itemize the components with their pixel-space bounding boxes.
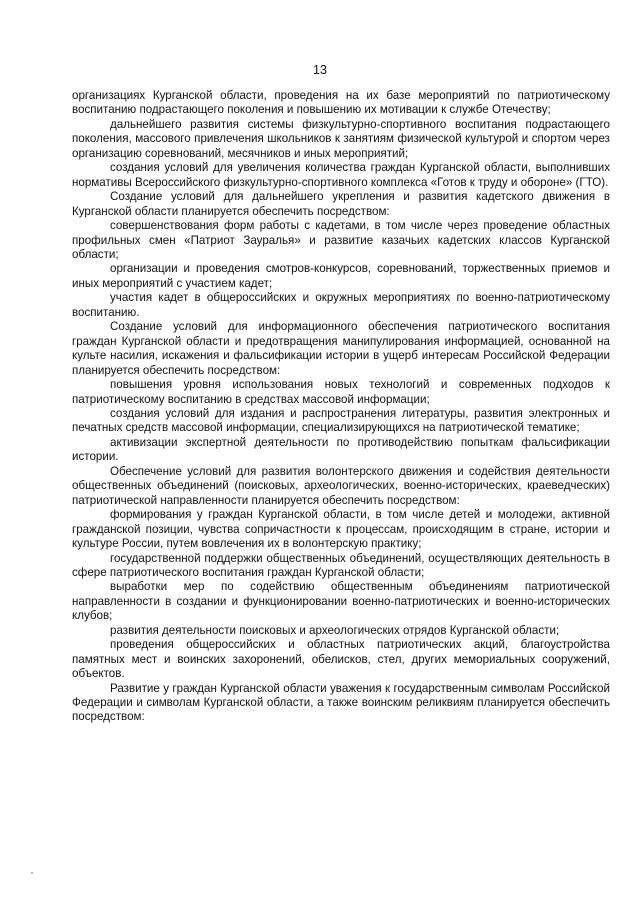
paragraph: Обеспечение условий для развития волонтерского движения и содействия деятельности общественных объединений (поисковых, археологических, военно-исторических, краеведческих) патриотической направленности планируется обеспечить посредством: [72, 464, 610, 507]
paragraph: совершенствования форм работы с кадетами, в том числе через проведение областных профильных смен «Патриот Зауралья» и развитие казачьих кадетских классов Курганской области; [72, 219, 610, 261]
paragraph: Создание условий для дальнейшего укрепления и развития кадетского движения в Курганской области планируется обеспечить посредством: [72, 190, 610, 218]
document-body [72, 89, 610, 725]
paragraph: выработки мер по содействию общественным объединениям патриотической направленности в создании и функционировании военно-патриотических и военно-исторических клубов; [72, 580, 610, 623]
paragraph: формирования у граждан Курганской области, в том числе детей и молодежи, активной гражданской позиции, чувства сопричастности к процессам, происходящим в стране, истории и культуре России, путем вовлечения их в волонтерскую практику; [72, 508, 610, 551]
paragraph: организациях Курганской области, проведения на их базе мероприятий по патриотическому воспитанию подрастающего поколения и повышению их мотивации к службе Отечеству; [72, 89, 610, 117]
paragraph: повышения уровня использования новых технологий и современных подходов к патриотическому воспитанию в средствах массовой информации; [72, 378, 610, 406]
paragraph: Создание условий для информационного обеспечения патриотического воспитания граждан Курганской области и предотвращения манипулирования информацией, основанной на культе насилия, искажения и фальсификации истории в ущерб интересам Российской Федерации планируется обеспечить посредством: [72, 320, 610, 377]
page-number: 13 [313, 63, 327, 77]
paragraph: активизации экспертной деятельности по противодействию попыткам фальсификации истории. [72, 435, 610, 464]
paragraph: государственной поддержки общественных объединений, осуществляющих деятельность в сфере патриотического воспитания граждан Курганской области; [72, 551, 610, 579]
paragraph: развития деятельности поисковых и археологических отрядов Курганской области; [110, 623, 560, 637]
paragraph: Развитие у граждан Курганской области уважения к государственным символам Российской Федерации и символам Курганской области, а также воинским реликвиям планируется обеспечить посредством: [72, 681, 610, 724]
paragraph: создания условий для увеличения количества граждан Курганской области, выполнивших нормативы Всероссийского физкультурно-спортивного комплекса «Готов к труду и обороне» (ГТО). [72, 161, 610, 189]
paragraph: создания условий для издания и распространения литературы, развития электронных и печатных средств массовой информации, специализирующихся на патриотической тематике; [72, 406, 610, 435]
paragraph: дальнейшего развития системы физкультурно-спортивного воспитания подрастающего поколения, массового привлечения школьников к занятиям физической культурой и спортом через организацию соревнований, месячников и иных мероприятий; [72, 117, 610, 160]
paragraph: проведения общероссийских и областных патриотических акций, благоустройства памятных мест и воинских захоронений, обелисков, стел, других мемориальных сооружений, объектов. [72, 638, 610, 681]
paragraph: участия кадет в общероссийских и окружных мероприятиях по военно-патриотическому воспитанию. [72, 291, 610, 319]
paragraph: организации и проведения смотров-конкурсов, соревнований, торжественных приемов и иных мероприятий с участием кадет; [72, 262, 610, 290]
scan-speck [31, 872, 33, 874]
